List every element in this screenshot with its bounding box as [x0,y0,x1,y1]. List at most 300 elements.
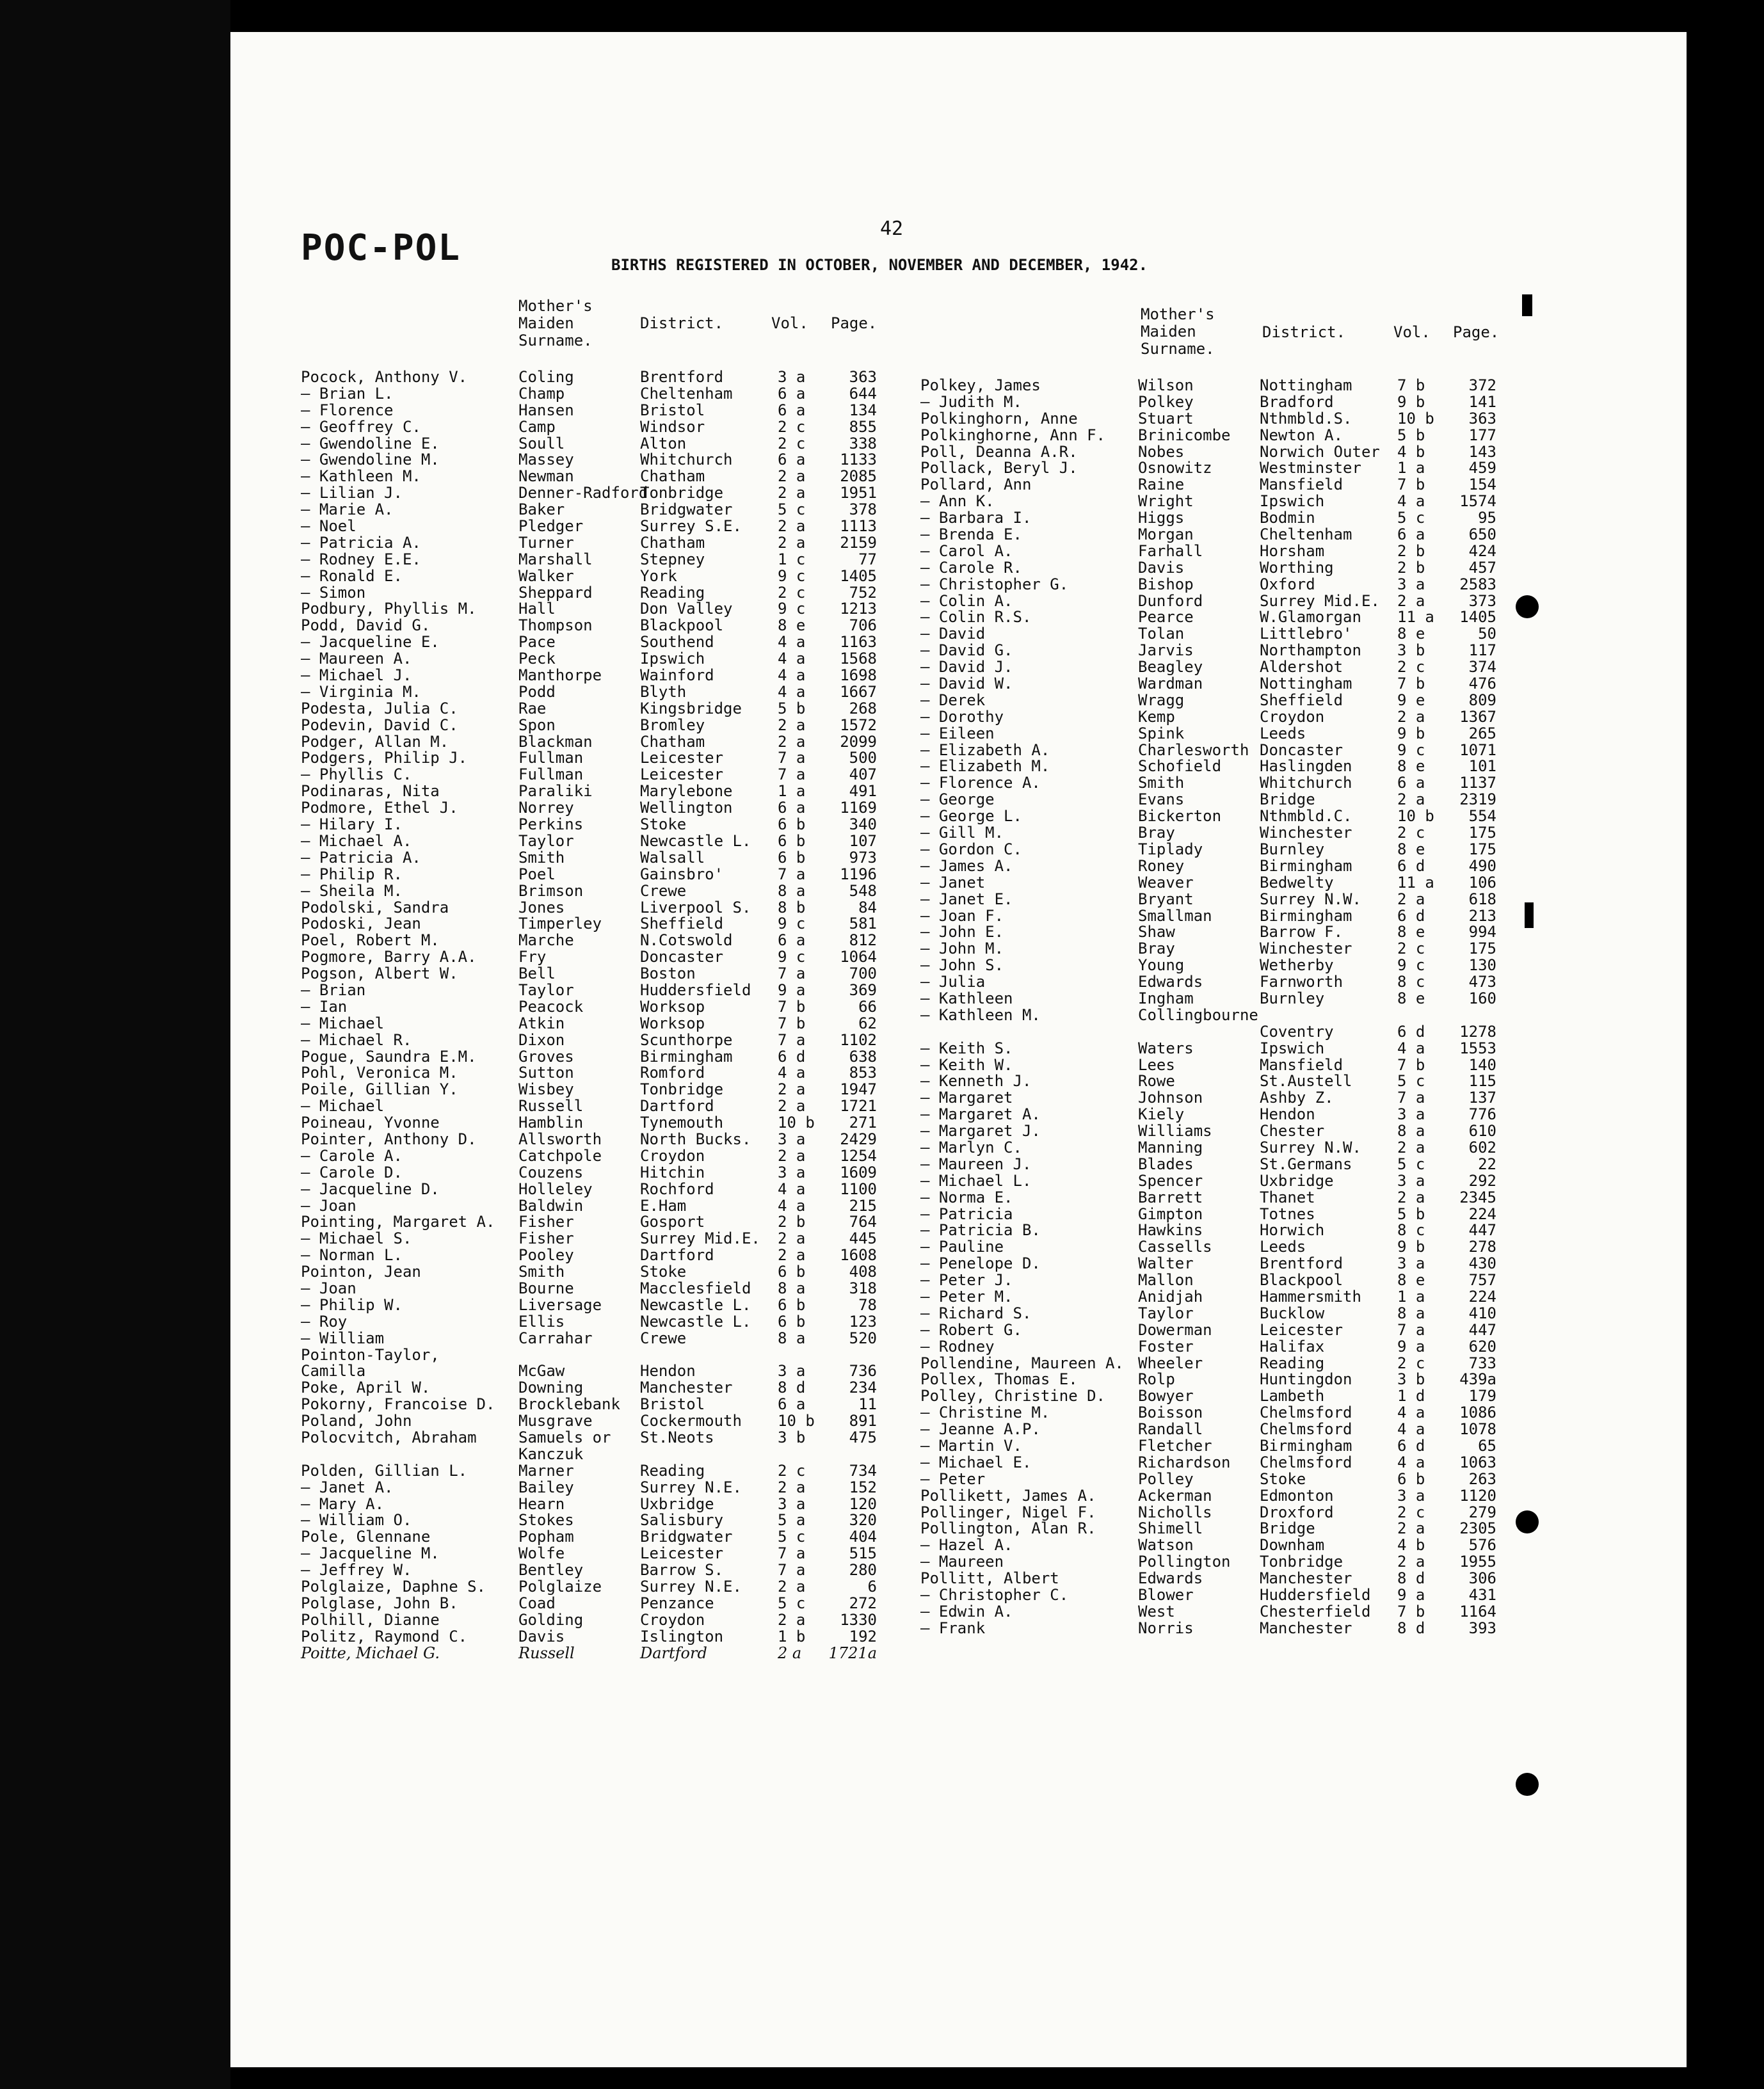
entry-volume: 6 b [778,1312,806,1331]
entry-name: Podbury, Phyllis M. [301,600,477,618]
entry-volume: 7 b [1397,1055,1425,1074]
entry-volume: 9 c [778,600,806,618]
entry-volume: 7 a [778,1561,806,1580]
entry-volume: 9 e [1397,691,1425,709]
entry-volume: 4 b [1397,1536,1425,1555]
entry-name: — Brian [301,980,366,999]
entry-volume: 9 a [1397,1586,1425,1605]
entry-district: York [640,566,677,585]
entry-page: 752 [849,583,877,602]
entry-volume: 2 c [778,1461,806,1480]
entry-volume: 5 b [1397,426,1425,444]
entry-name: Polglase, John B. [301,1594,458,1612]
entry-district: Manchester [1260,1569,1352,1588]
entry-district: Reading [640,583,705,602]
entry-page: 475 [849,1429,877,1446]
entry-district: Downham [1260,1536,1325,1555]
entry-name: Pollex, Thomas E. [920,1370,1078,1389]
entry-page: 175 [1468,840,1496,858]
entry-volume: 3 b [1397,641,1425,660]
page-code: POC-POL [301,227,461,269]
entry-name: — John M. [920,940,1004,958]
entry-maiden-surname: Timperley [518,915,602,933]
entry-name: — Barbara I. [920,509,1032,527]
entry-name: Poll, Deanna A.R. [920,442,1078,461]
entry-maiden-surname: Peacock [518,997,584,1016]
entry-volume: 3 b [1397,1370,1425,1389]
entry-volume: 3 a [778,368,806,386]
entry-volume: 2 a [778,1246,806,1265]
entry-maiden-surname: Charlesworth [1138,740,1249,759]
entry-name: Pollikett, James A. [920,1486,1096,1505]
entry-volume: 9 c [778,915,806,933]
entry-district: Huntingdon [1260,1370,1352,1389]
entry-page: 610 [1468,1122,1496,1141]
entry-district: Burnley [1260,840,1325,858]
entry-volume: 8 d [1397,1619,1425,1637]
entry-district: Leicester [640,1544,724,1563]
entry-district: Bradford [1260,392,1334,411]
entry-district: Crewe [640,1329,687,1347]
entry-district: Blackpool [640,616,724,635]
entry-name: — Noel [301,517,357,536]
entry-district: Nthmbld.S. [1260,409,1352,428]
entry-maiden-surname: Norrey [518,799,574,817]
entry-maiden-surname: Pledger [518,517,584,536]
entry-name: — Dorothy [920,707,1004,726]
entry-page: 734 [849,1461,877,1480]
entry-name: — Michael J. [301,666,412,685]
entry-maiden-surname: Liversage [518,1295,602,1314]
entry-maiden-surname: Raine [1138,476,1185,494]
entry-district: Chatham [640,467,705,486]
entry-volume: 2 a [778,484,806,502]
entry-page: 192 [849,1627,877,1645]
entry-district: Whitchurch [1260,774,1352,792]
entry-name: Podevin, David C. [301,716,458,734]
entry-page: 407 [849,765,877,784]
entry-page: 340 [849,815,877,834]
entry-name: — John E. [920,923,1004,941]
entry-maiden-surname: Fisher [518,1229,574,1248]
entry-volume: 1 a [1397,1287,1425,1306]
entry-page: 1721 [840,1097,877,1116]
entry-volume: 4 a [778,1196,806,1215]
entry-district: Surrey Mid.E. [1260,591,1380,610]
entry-page: 175 [1468,824,1496,842]
entry-page: 491 [849,782,877,801]
entry-maiden-surname: Wright [1138,492,1194,511]
entry-volume: 7 a [778,1030,806,1049]
entry-page: 1213 [840,600,877,618]
entry-volume: 6 a [1397,525,1425,544]
entry-maiden-surname: Newman [518,467,574,486]
entry-district: Birmingham [640,1047,733,1066]
entry-volume: 3 a [1397,1486,1425,1505]
entry-maiden-surname: Taylor [518,831,574,850]
entry-district: Hendon [1260,1105,1315,1124]
entry-district: Croydon [640,1146,705,1165]
entry-maiden-surname: Schofield [1138,757,1222,776]
entry-name: Pole, Glennane [301,1528,431,1546]
entry-district: Surrey N.E. [640,1478,742,1496]
entry-district: Hammersmith [1260,1287,1361,1306]
entry-maiden-surname: Wilson [1138,376,1194,394]
entry-name: Politz, Raymond C. [301,1627,468,1645]
entry-maiden-surname: Bray [1138,824,1175,842]
entry-volume: 8 e [778,616,806,635]
entry-page: 447 [1468,1320,1496,1339]
entry-district: Huddersfield [1260,1586,1371,1605]
entry-page: 372 [1468,376,1496,394]
entry-page: 279 [1468,1503,1496,1521]
entry-name: Podd, David G. [301,616,431,635]
entry-page: 973 [849,848,877,867]
left-district-header: District. [640,314,724,332]
entry-volume: 2 a [778,1229,806,1248]
entry-maiden-surname: Fisher [518,1213,574,1231]
entry-page: 1721a [828,1644,877,1662]
entry-name: — Judith M. [920,392,1022,411]
entry-name: — Carol A. [920,541,1013,560]
entry-volume: 7 a [778,749,806,767]
entry-name: — James A. [920,856,1013,875]
entry-district: Tynemouth [640,1114,724,1132]
entry-page: 374 [1468,658,1496,676]
entry-district: Bodmin [1260,509,1315,527]
entry-volume: 5 c [778,1594,806,1612]
entry-volume: 2 c [778,583,806,602]
entry-page: 1553 [1459,1039,1496,1057]
entry-name: — Gwendoline E. [301,434,440,452]
entry-volume: 5 c [1397,1072,1425,1091]
entry-district: Surrey N.E. [640,1578,742,1596]
entry-district: Nottingham [1260,376,1352,394]
entry-district: N.Cotswold [640,931,733,950]
entry-maiden-surname: Farhall [1138,541,1203,560]
entry-name: Pointon, Jean [301,1263,421,1281]
entry-district: Chelmsford [1260,1420,1352,1439]
entry-page: 1330 [840,1610,877,1629]
entry-volume: 2 a [1397,1188,1425,1206]
entry-name: — Marie A. [301,500,394,519]
entry-page: 65 [1478,1437,1496,1455]
entry-name: — Richard S. [920,1304,1032,1322]
entry-page: 1120 [1459,1486,1496,1505]
entry-maiden-surname: Podd [518,682,556,701]
entry-district: Winchester [1260,824,1352,842]
entry-district: Newcastle L. [640,1295,751,1314]
entry-page: 581 [849,915,877,933]
entry-district: Manchester [640,1379,733,1397]
entry-page: 2583 [1459,575,1496,593]
entry-page: 706 [849,616,877,635]
entry-name: — Christine M. [920,1404,1050,1422]
entry-district: Gainsbro' [640,865,724,883]
entry-district: Sheffield [1260,691,1343,709]
entry-maiden-surname: Fry [518,948,547,966]
entry-name: — Maureen [920,1553,1004,1571]
entry-name: — Jacqueline M. [301,1544,440,1563]
entry-page: 2099 [840,732,877,751]
entry-volume: 2 a [778,1578,806,1596]
entry-name: — Michael L. [920,1171,1032,1190]
entry-name: — Patricia A. [301,533,421,552]
entry-maiden-surname: Peck [518,650,556,668]
entry-volume: 5 b [778,699,806,717]
entry-page: 77 [858,550,877,568]
entry-district: Surrey S.E. [640,517,742,536]
entry-maiden-surname: Ingham [1138,989,1194,1007]
entry-volume: 11 a [1397,608,1434,627]
entry-maiden-surname: Watson [1138,1536,1194,1555]
entry-name: — Derek [920,691,986,709]
entry-page: 318 [849,1279,877,1297]
entry-maiden-surname: Jarvis [1138,641,1194,660]
entry-name: — Ian [301,997,348,1016]
entry-page: 78 [858,1295,877,1314]
entry-district: Leicester [640,749,724,767]
entry-name: Podinaras, Nita [301,782,440,801]
entry-maiden-surname: Groves [518,1047,574,1066]
entry-maiden-surname: Wisbey [518,1080,574,1099]
entry-district: E.Ham [640,1196,687,1215]
entry-maiden-surname: Spink [1138,724,1185,742]
entry-page: 66 [858,997,877,1016]
entry-maiden-surname: Young [1138,956,1185,975]
entry-page: 764 [849,1213,877,1231]
entry-name: — Peter M. [920,1287,1013,1306]
entry-district: North Bucks. [640,1130,751,1148]
entry-name: — Julia [920,973,986,991]
entry-page: 1133 [840,451,877,469]
entry-volume: 7 a [778,765,806,784]
entry-name: — Carole R. [920,558,1022,577]
entry-page: 700 [849,964,877,983]
entry-volume: 6 a [778,1395,806,1414]
entry-volume: 2 a [778,716,806,734]
entry-name: — Hazel A. [920,1536,1013,1555]
entry-maiden-surname: Manthorpe [518,666,602,685]
entry-maiden-surname: Pace [518,633,556,652]
entry-page: 812 [849,931,877,950]
entry-page: 408 [849,1263,877,1281]
left-vol-header: Vol. [771,314,808,332]
entry-name: — Florence [301,401,394,419]
entry-district: Blackpool [1260,1271,1343,1290]
entry-page: 548 [849,881,877,900]
entry-district: Scunthorpe [640,1030,733,1049]
page-title: BIRTHS REGISTERED IN OCTOBER, NOVEMBER AND DECEMBER, 1942. [611,256,1148,274]
entry-district: Marylebone [640,782,733,801]
entry-volume: 7 b [1397,376,1425,394]
entry-page: 620 [1468,1337,1496,1356]
entry-name: Polglaize, Daphne S. [301,1578,486,1596]
entry-volume: 8 d [778,1379,806,1397]
entry-maiden-surname: Smith [1138,774,1185,792]
entry-district: Surrey N.W. [1260,890,1361,908]
entry-name: — Margaret J. [920,1122,1041,1141]
entry-page: 117 [1468,641,1496,660]
entry-maiden-surname: Collingbourne [1138,1005,1258,1024]
entry-volume: 2 a [778,1610,806,1629]
entry-district: Ipswich [1260,1039,1325,1057]
entry-volume: 8 a [1397,1122,1425,1141]
entry-volume: 7 b [1397,675,1425,693]
entry-maiden-surname: Pollington [1138,1553,1231,1571]
entry-name: — Jeanne A.P. [920,1420,1041,1439]
entry-volume: 2 b [778,1213,806,1231]
entry-district: Edmonton [1260,1486,1334,1505]
entry-volume: 6 d [1397,1437,1425,1455]
entry-name: — David W. [920,675,1013,693]
entry-volume: 7 b [1397,476,1425,494]
entry-volume: 6 a [778,451,806,469]
entry-maiden-surname: Bryant [1138,890,1194,908]
entry-name: — Kathleen M. [301,467,421,486]
entry-page: 473 [1468,973,1496,991]
entry-page: 404 [849,1528,877,1546]
entry-page: 2159 [840,533,877,552]
entry-page: 320 [849,1511,877,1530]
entry-maiden-surname: Coad [518,1594,556,1612]
entry-maiden-surname: Paraliki [518,782,593,801]
entry-maiden-surname: Nobes [1138,442,1185,461]
entry-page: 1196 [840,865,877,883]
entry-district: Islington [640,1627,724,1645]
entry-district: Sheffield [640,915,724,933]
entry-volume: 2 c [1397,824,1425,842]
entry-maiden-surname: Hall [518,600,556,618]
entry-volume: 1 b [778,1627,806,1645]
entry-name: — Michael E. [920,1453,1032,1471]
entry-page: 500 [849,749,877,767]
entry-page: 1086 [1459,1404,1496,1422]
entry-district: Birmingham [1260,906,1352,925]
entry-district: Wetherby [1260,956,1334,975]
entry-name: Pointon-Taylor, [301,1345,440,1364]
entry-maiden-surname: Allsworth [518,1130,602,1148]
entry-district: Bridge [1260,790,1315,809]
entry-maiden-surname: Evans [1138,790,1185,809]
entry-name: — Marlyn C. [920,1138,1022,1157]
entry-page: 638 [849,1047,877,1066]
entry-page: 271 [849,1114,877,1132]
entry-page: 618 [1468,890,1496,908]
entry-district: Alton [640,434,687,452]
entry-district: Ipswich [1260,492,1325,511]
entry-maiden-surname: Bourne [518,1279,574,1297]
entry-name: — Janet A. [301,1478,394,1496]
entry-name: — Peter J. [920,1271,1013,1290]
entry-name: — Rodney [920,1337,995,1356]
entry-district: Halifax [1260,1337,1325,1356]
entry-maiden-surname: Tolan [1138,625,1185,643]
entry-name: Podger, Allan M. [301,732,449,751]
entry-maiden-surname: Hawkins [1138,1221,1203,1240]
entry-volume: 9 c [778,566,806,585]
entry-page: 439a [1459,1370,1496,1389]
entry-volume: 2 b [1397,558,1425,577]
entry-volume: 4 a [1397,1039,1425,1057]
entry-page: 431 [1468,1586,1496,1605]
entry-name: — Mary A. [301,1494,385,1513]
entry-volume: 2 a [1397,591,1425,610]
entry-page: 224 [1468,1287,1496,1306]
registration-mark [1522,294,1532,316]
entry-maiden-surname: Williams [1138,1122,1212,1141]
entry-maiden-surname: Champ [518,384,565,403]
entry-district: Cheltenham [1260,525,1352,544]
entry-page: 175 [1468,940,1496,958]
entry-volume: 2 a [1397,1553,1425,1571]
entry-district: Tonbridge [640,484,724,502]
entry-maiden-surname: Spon [518,716,556,734]
entry-maiden-surname: Higgs [1138,509,1185,527]
entry-page: 457 [1468,558,1496,577]
entry-name: — Ronald E. [301,566,403,585]
entry-page: 1137 [1459,774,1496,792]
entry-page: 378 [849,500,877,519]
entry-volume: 2 c [778,434,806,452]
entry-district: Reading [640,1461,705,1480]
entry-volume: 8 c [1397,1221,1425,1240]
entry-name: Poland, John [301,1412,412,1430]
entry-district: Lambeth [1260,1387,1325,1405]
entry-page: 736 [849,1362,877,1381]
entry-page: 2085 [840,467,877,486]
entry-maiden-surname: Rolp [1138,1370,1175,1389]
entry-maiden-surname: Brinicombe [1138,426,1231,444]
entry-name: — Elizabeth A. [920,740,1050,759]
entry-volume: 5 a [778,1511,806,1530]
entry-district: Wainford [640,666,714,685]
entry-maiden-surname: Manning [1138,1138,1203,1157]
entry-page: 115 [1468,1072,1496,1091]
entry-maiden-surname: McGaw [518,1362,565,1381]
entry-name: — Keith S. [920,1039,1013,1057]
entry-name: Podmore, Ethel J. [301,799,458,817]
entry-maiden-surname: Jones [518,898,565,916]
entry-page: 280 [849,1561,877,1580]
entry-maiden-surname: West [1138,1602,1175,1621]
entry-volume: 2 c [1397,1503,1425,1521]
entry-volume: 10 b [1397,409,1434,428]
entry-district: Winchester [1260,940,1352,958]
entry-volume: 2 a [778,517,806,536]
entry-maiden-surname: Camp [518,417,556,436]
entry-district: Don Valley [640,600,733,618]
entry-volume: 4 a [778,1180,806,1198]
entry-volume: 3 a [778,1130,806,1148]
right-district-header: District. [1262,323,1346,341]
entry-volume: 9 c [1397,740,1425,759]
entry-name: — Michael [301,1097,385,1116]
entry-page: 1113 [840,517,877,536]
entry-district: Doncaster [1260,740,1343,759]
entry-volume: 8 a [778,881,806,900]
entry-volume: 8 b [778,898,806,916]
entry-district: Haslingden [1260,757,1352,776]
entry-name: — Phyllis C. [301,765,412,784]
entry-volume: 6 a [778,401,806,419]
entry-volume: 2 a [1397,1138,1425,1157]
entry-name: — Florence A. [920,774,1041,792]
entry-volume: 10 b [778,1114,815,1132]
entry-maiden-surname: Kanczuk [518,1445,584,1463]
entry-volume: 11 a [1397,873,1434,892]
entry-page: 338 [849,434,877,452]
